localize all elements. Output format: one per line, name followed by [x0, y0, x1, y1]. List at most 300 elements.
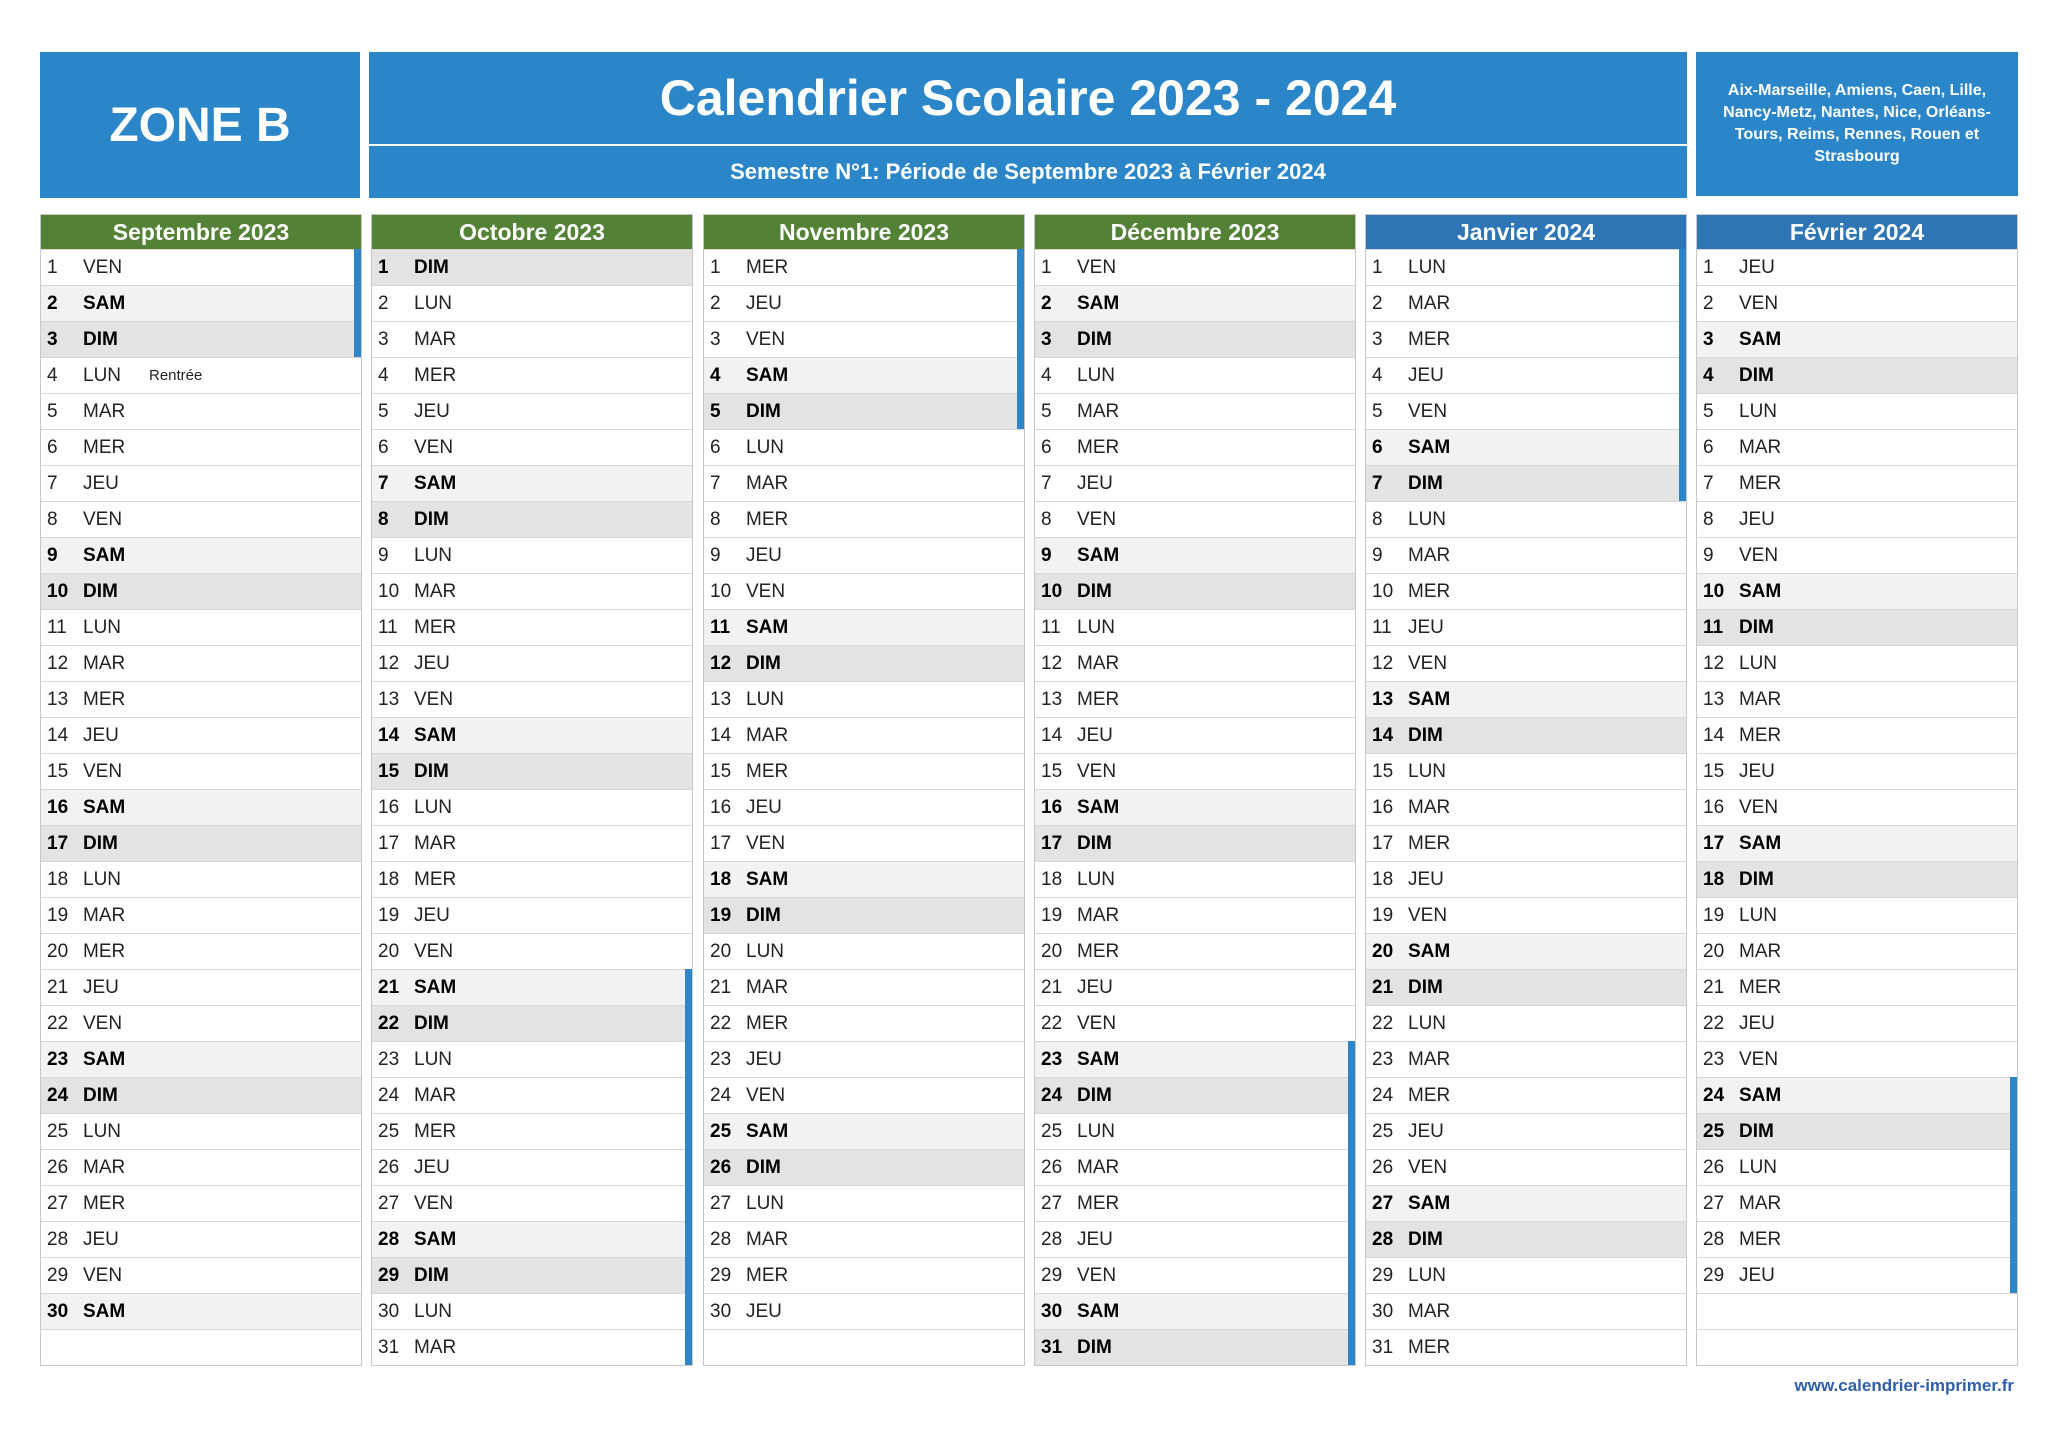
day-of-week: LUN — [746, 688, 785, 710]
day-of-week: VEN — [83, 508, 123, 530]
day-row — [1366, 321, 1686, 357]
day-number: 1 — [1041, 256, 1052, 278]
day-number: 12 — [1703, 652, 1725, 674]
day-row — [372, 681, 692, 717]
day-of-week: VEN — [414, 940, 454, 962]
day-of-week: MAR — [83, 1156, 126, 1178]
day-number: 4 — [378, 364, 389, 386]
day-of-week: MAR — [1408, 292, 1451, 314]
day-number: 10 — [1703, 580, 1725, 602]
day-of-week: LUN — [414, 292, 453, 314]
day-of-week: SAM — [1077, 1300, 1120, 1322]
day-row — [1697, 1257, 2017, 1293]
day-row — [1366, 897, 1686, 933]
day-number: 25 — [1703, 1120, 1725, 1142]
day-of-week: MAR — [414, 1336, 457, 1358]
day-number: 16 — [1703, 796, 1725, 818]
day-of-week: SAM — [1739, 580, 1782, 602]
day-number: 23 — [47, 1048, 69, 1070]
day-of-week: VEN — [83, 1264, 123, 1286]
day-row — [41, 1005, 361, 1041]
day-number: 19 — [1041, 904, 1063, 926]
day-row — [1366, 861, 1686, 897]
day-number: 23 — [1372, 1048, 1394, 1070]
day-number: 4 — [1041, 364, 1052, 386]
day-row — [704, 645, 1024, 681]
day-of-week: DIM — [1408, 472, 1443, 494]
day-of-week: JEU — [414, 652, 450, 674]
day-number: 13 — [47, 688, 69, 710]
day-of-week: VEN — [1408, 904, 1448, 926]
day-row — [704, 285, 1024, 321]
day-number: 19 — [710, 904, 732, 926]
day-row — [41, 429, 361, 465]
day-number: 2 — [378, 292, 389, 314]
day-number: 2 — [1703, 292, 1714, 314]
day-row — [41, 1113, 361, 1149]
day-row — [1035, 681, 1355, 717]
day-row — [1366, 969, 1686, 1005]
day-of-week: LUN — [746, 436, 785, 458]
day-row — [372, 969, 692, 1005]
day-number: 23 — [378, 1048, 400, 1070]
day-row — [704, 1077, 1024, 1113]
day-number: 21 — [1703, 976, 1725, 998]
day-number: 9 — [710, 544, 721, 566]
day-row — [1366, 933, 1686, 969]
day-number: 10 — [710, 580, 732, 602]
day-number: 3 — [1372, 328, 1383, 350]
day-row — [1697, 1113, 2017, 1149]
day-of-week: MER — [414, 616, 457, 638]
day-of-week: DIM — [414, 1264, 449, 1286]
day-number: 5 — [47, 400, 58, 422]
day-of-week: LUN — [1077, 868, 1116, 890]
day-number: 5 — [378, 400, 389, 422]
day-number: 5 — [1703, 400, 1714, 422]
day-number: 14 — [1041, 724, 1063, 746]
day-row — [41, 465, 361, 501]
day-row — [1035, 285, 1355, 321]
day-number: 4 — [710, 364, 721, 386]
day-row — [372, 861, 692, 897]
day-of-week: SAM — [1408, 436, 1451, 458]
day-of-week: MAR — [1077, 652, 1120, 674]
day-number: 8 — [710, 508, 721, 530]
day-number: 27 — [710, 1192, 732, 1214]
day-row — [372, 1077, 692, 1113]
day-number: 6 — [378, 436, 389, 458]
day-number: 29 — [1372, 1264, 1394, 1286]
day-of-week: MAR — [414, 832, 457, 854]
day-row — [1366, 501, 1686, 537]
day-row — [1366, 645, 1686, 681]
day-of-week: MER — [83, 940, 126, 962]
day-number: 1 — [47, 256, 58, 278]
day-of-week: LUN — [414, 1300, 453, 1322]
day-number: 26 — [1372, 1156, 1394, 1178]
day-number: 9 — [1372, 544, 1383, 566]
day-row — [41, 825, 361, 861]
day-number: 3 — [1703, 328, 1714, 350]
day-of-week: JEU — [83, 976, 119, 998]
day-number: 3 — [1041, 328, 1052, 350]
day-row — [704, 249, 1024, 285]
day-number: 6 — [1372, 436, 1383, 458]
day-number: 3 — [47, 328, 58, 350]
day-number: 11 — [47, 616, 67, 638]
day-number: 6 — [1041, 436, 1052, 458]
day-row — [41, 969, 361, 1005]
day-of-week: SAM — [414, 724, 457, 746]
day-row — [1697, 645, 2017, 681]
day-number: 30 — [1041, 1300, 1063, 1322]
day-of-week: MAR — [83, 652, 126, 674]
day-of-week: MER — [1739, 976, 1782, 998]
day-row — [1366, 1077, 1686, 1113]
day-number: 28 — [1703, 1228, 1725, 1250]
day-number: 8 — [378, 508, 389, 530]
day-of-week: JEU — [1408, 1120, 1444, 1142]
day-number: 9 — [378, 544, 389, 566]
zone-label: ZONE B — [40, 52, 360, 198]
empty-day-row — [41, 1329, 361, 1365]
day-number: 27 — [1703, 1192, 1725, 1214]
day-number: 25 — [47, 1120, 69, 1142]
day-of-week: JEU — [746, 1300, 782, 1322]
day-number: 17 — [378, 832, 400, 854]
day-number: 23 — [710, 1048, 732, 1070]
day-row — [1366, 1221, 1686, 1257]
day-number: 20 — [1372, 940, 1394, 962]
day-row — [1035, 501, 1355, 537]
day-of-week: MER — [1408, 328, 1451, 350]
day-row — [1366, 1293, 1686, 1329]
day-number: 30 — [378, 1300, 400, 1322]
day-number: 24 — [1041, 1084, 1063, 1106]
day-of-week: DIM — [83, 832, 118, 854]
day-row — [41, 609, 361, 645]
day-of-week: MER — [1077, 940, 1120, 962]
day-of-week: SAM — [1739, 328, 1782, 350]
day-row — [1035, 969, 1355, 1005]
day-of-week: JEU — [746, 544, 782, 566]
day-of-week: LUN — [414, 1048, 453, 1070]
day-number: 25 — [1041, 1120, 1063, 1142]
day-number: 16 — [47, 796, 69, 818]
day-row — [1697, 753, 2017, 789]
day-of-week: JEU — [1739, 508, 1775, 530]
day-number: 18 — [1703, 868, 1725, 890]
day-number: 17 — [1703, 832, 1725, 854]
day-of-week: DIM — [746, 652, 781, 674]
day-of-week: VEN — [1077, 256, 1117, 278]
day-row — [372, 609, 692, 645]
day-row — [704, 1149, 1024, 1185]
day-number: 25 — [710, 1120, 732, 1142]
day-row — [1697, 573, 2017, 609]
day-of-week: LUN — [83, 364, 122, 386]
day-number: 19 — [378, 904, 400, 926]
day-of-week: LUN — [1077, 616, 1116, 638]
day-row — [704, 1005, 1024, 1041]
day-number: 7 — [710, 472, 721, 494]
day-of-week: LUN — [1408, 760, 1447, 782]
day-of-week: JEU — [1077, 1228, 1113, 1250]
month-header: Février 2024 — [1697, 215, 2017, 249]
day-of-week: SAM — [746, 616, 789, 638]
day-number: 30 — [710, 1300, 732, 1322]
day-of-week: VEN — [1408, 1156, 1448, 1178]
title-banner — [369, 52, 1687, 198]
day-of-week: LUN — [1408, 256, 1447, 278]
day-row — [41, 645, 361, 681]
day-row — [1697, 285, 2017, 321]
day-number: 12 — [1041, 652, 1063, 674]
day-row — [1035, 1329, 1355, 1365]
day-of-week: SAM — [83, 292, 126, 314]
day-of-week: MAR — [1739, 436, 1782, 458]
day-row — [704, 753, 1024, 789]
day-row — [41, 789, 361, 825]
day-of-week: VEN — [83, 256, 123, 278]
day-row — [704, 501, 1024, 537]
day-row — [1366, 465, 1686, 501]
day-row — [704, 429, 1024, 465]
day-row — [1697, 1185, 2017, 1221]
day-row — [1366, 717, 1686, 753]
day-number: 23 — [1041, 1048, 1063, 1070]
day-row — [1035, 861, 1355, 897]
day-of-week: VEN — [746, 580, 786, 602]
day-row — [1697, 969, 2017, 1005]
day-number: 13 — [1041, 688, 1063, 710]
day-number: 15 — [1041, 760, 1063, 782]
day-number: 12 — [378, 652, 400, 674]
day-row — [1035, 897, 1355, 933]
day-row — [372, 465, 692, 501]
day-of-week: JEU — [414, 400, 450, 422]
day-row — [372, 717, 692, 753]
day-row — [372, 501, 692, 537]
day-number: 24 — [710, 1084, 732, 1106]
day-of-week: LUN — [83, 868, 122, 890]
day-number: 16 — [378, 796, 400, 818]
day-of-week: VEN — [83, 1012, 123, 1034]
day-number: 2 — [710, 292, 721, 314]
day-number: 14 — [1703, 724, 1725, 746]
day-of-week: DIM — [1077, 1084, 1112, 1106]
day-number: 20 — [1041, 940, 1063, 962]
day-of-week: MER — [746, 1264, 789, 1286]
day-number: 29 — [378, 1264, 400, 1286]
day-row — [41, 1293, 361, 1329]
day-of-week: LUN — [414, 796, 453, 818]
day-number: 15 — [1703, 760, 1725, 782]
day-number: 7 — [1041, 472, 1052, 494]
day-number: 14 — [47, 724, 69, 746]
day-row — [372, 645, 692, 681]
day-number: 22 — [710, 1012, 732, 1034]
day-of-week: LUN — [1408, 1012, 1447, 1034]
day-of-week: DIM — [83, 580, 118, 602]
day-of-week: SAM — [83, 1300, 126, 1322]
day-of-week: JEU — [746, 292, 782, 314]
day-of-week: MER — [746, 256, 789, 278]
day-number: 17 — [1041, 832, 1063, 854]
day-row — [372, 357, 692, 393]
day-row — [1035, 465, 1355, 501]
day-of-week: LUN — [1739, 652, 1778, 674]
day-number: 15 — [47, 760, 69, 782]
day-of-week: DIM — [1077, 832, 1112, 854]
day-number: 13 — [1372, 688, 1394, 710]
day-number: 21 — [378, 976, 400, 998]
day-number: 15 — [710, 760, 732, 782]
day-of-week: JEU — [1739, 1012, 1775, 1034]
day-row — [1697, 501, 2017, 537]
day-row — [372, 393, 692, 429]
day-number: 26 — [1703, 1156, 1725, 1178]
day-row — [1697, 429, 2017, 465]
day-row — [1366, 357, 1686, 393]
day-of-week: SAM — [746, 364, 789, 386]
day-of-week: SAM — [1077, 292, 1120, 314]
day-row — [704, 1293, 1024, 1329]
day-row — [704, 357, 1024, 393]
day-of-week: JEU — [83, 1228, 119, 1250]
day-of-week: MAR — [746, 472, 789, 494]
page-title: Calendrier Scolaire 2023 - 2024 — [659, 70, 1397, 126]
day-of-week: MER — [414, 868, 457, 890]
day-number: 9 — [1703, 544, 1714, 566]
day-of-week: MER — [1077, 1192, 1120, 1214]
day-of-week: DIM — [1408, 976, 1443, 998]
day-row — [41, 393, 361, 429]
day-number: 13 — [378, 688, 400, 710]
day-row — [372, 537, 692, 573]
day-number: 13 — [1703, 688, 1725, 710]
day-of-week: SAM — [83, 796, 126, 818]
day-of-week: JEU — [1077, 976, 1113, 998]
day-number: 21 — [1372, 976, 1394, 998]
day-of-week: MAR — [414, 580, 457, 602]
day-row — [1697, 825, 2017, 861]
day-of-week: VEN — [83, 760, 123, 782]
day-row — [41, 933, 361, 969]
day-row — [1035, 321, 1355, 357]
day-number: 28 — [710, 1228, 732, 1250]
day-of-week: DIM — [1077, 328, 1112, 350]
day-number: 22 — [1703, 1012, 1725, 1034]
day-of-week: VEN — [1408, 400, 1448, 422]
day-number: 22 — [47, 1012, 69, 1034]
day-of-week: LUN — [1739, 400, 1778, 422]
day-of-week: LUN — [1739, 904, 1778, 926]
day-of-week: VEN — [746, 328, 786, 350]
day-of-week: VEN — [746, 1084, 786, 1106]
day-number: 12 — [47, 652, 69, 674]
day-row — [372, 249, 692, 285]
day-of-week: MAR — [83, 904, 126, 926]
day-of-week: JEU — [1739, 256, 1775, 278]
day-number: 22 — [378, 1012, 400, 1034]
day-of-week: SAM — [1408, 1192, 1451, 1214]
day-note: Rentrée — [149, 367, 203, 384]
day-of-week: LUN — [1408, 1264, 1447, 1286]
day-of-week: JEU — [1408, 868, 1444, 890]
day-of-week: LUN — [746, 1192, 785, 1214]
day-row — [704, 1221, 1024, 1257]
day-number: 17 — [1372, 832, 1394, 854]
day-of-week: SAM — [1739, 832, 1782, 854]
day-row — [1697, 1041, 2017, 1077]
day-number: 6 — [710, 436, 721, 458]
day-row — [1035, 1257, 1355, 1293]
day-row — [704, 969, 1024, 1005]
day-row — [41, 249, 361, 285]
day-of-week: MER — [1408, 580, 1451, 602]
day-row — [41, 717, 361, 753]
day-row — [704, 717, 1024, 753]
day-row — [1697, 321, 2017, 357]
day-number: 6 — [47, 436, 58, 458]
day-row — [372, 573, 692, 609]
day-number: 12 — [1372, 652, 1394, 674]
day-row — [704, 681, 1024, 717]
day-number: 20 — [1703, 940, 1725, 962]
day-number: 1 — [1703, 256, 1714, 278]
day-of-week: MAR — [1739, 940, 1782, 962]
day-row — [1035, 429, 1355, 465]
day-row — [1697, 789, 2017, 825]
day-number: 25 — [378, 1120, 400, 1142]
day-of-week: LUN — [1077, 1120, 1116, 1142]
day-of-week: LUN — [1077, 364, 1116, 386]
day-number: 24 — [378, 1084, 400, 1106]
day-number: 29 — [47, 1264, 69, 1286]
day-row — [1035, 717, 1355, 753]
day-of-week: MER — [83, 436, 126, 458]
day-number: 17 — [710, 832, 732, 854]
day-number: 18 — [47, 868, 69, 890]
month-header: Janvier 2024 — [1366, 215, 1686, 249]
day-of-week: SAM — [414, 1228, 457, 1250]
day-row — [704, 1257, 1024, 1293]
day-row — [41, 1077, 361, 1113]
day-of-week: VEN — [1739, 796, 1779, 818]
day-number: 5 — [710, 400, 721, 422]
day-number: 5 — [1372, 400, 1383, 422]
month-header: Septembre 2023 — [41, 215, 361, 249]
day-row — [1035, 537, 1355, 573]
day-row — [41, 537, 361, 573]
day-number: 11 — [1703, 616, 1724, 638]
day-of-week: JEU — [746, 1048, 782, 1070]
day-number: 1 — [710, 256, 721, 278]
footer-website-link[interactable]: www.calendrier-imprimer.fr — [1794, 1376, 2014, 1395]
day-number: 14 — [378, 724, 400, 746]
day-row — [1366, 1257, 1686, 1293]
day-row — [704, 933, 1024, 969]
day-of-week: MER — [1408, 832, 1451, 854]
day-of-week: JEU — [1739, 1264, 1775, 1286]
day-of-week: MER — [746, 1012, 789, 1034]
day-row — [1035, 1005, 1355, 1041]
day-row — [41, 1041, 361, 1077]
day-number: 5 — [1041, 400, 1052, 422]
day-of-week: LUN — [83, 616, 122, 638]
